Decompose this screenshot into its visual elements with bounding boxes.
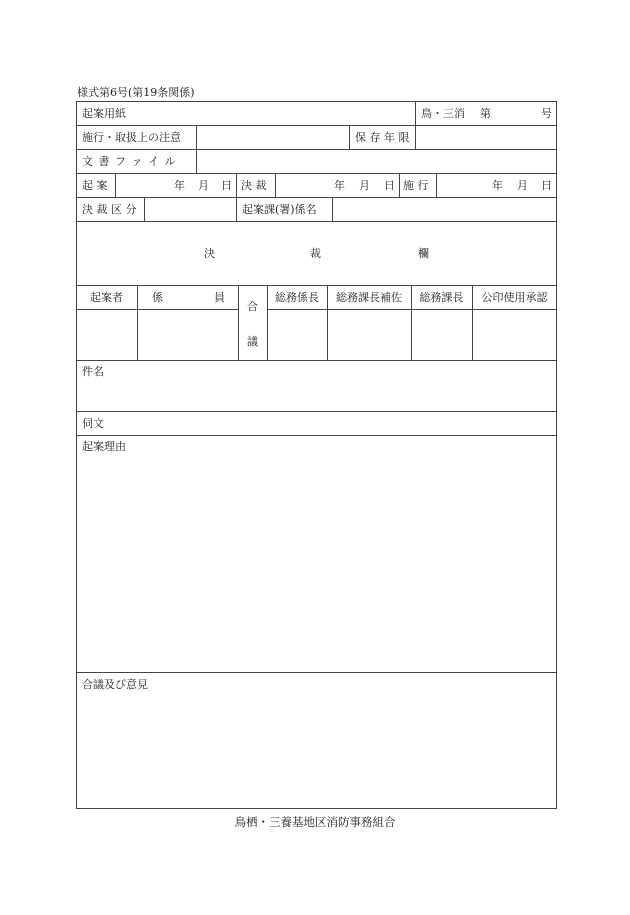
decision-month: 月 bbox=[359, 179, 370, 192]
assistant-manager-header: 総務課長補佐 bbox=[336, 290, 402, 304]
general-affairs-manager-header: 総務課長 bbox=[419, 290, 464, 304]
enforcement-date-label: 施 行 bbox=[403, 179, 429, 192]
kessai-heading-3: 欄 bbox=[418, 247, 429, 260]
subject-label: 件名 bbox=[82, 365, 104, 378]
document-file-label: 文 書 フ ァ イ ル bbox=[82, 155, 177, 168]
enforcement-month: 月 bbox=[517, 179, 528, 192]
decision-day: 日 bbox=[384, 179, 395, 192]
inquiry-label: 伺文 bbox=[82, 417, 104, 430]
organization-name: 鳥栖・三養基地区消防事務組合 bbox=[234, 815, 396, 829]
enforcement-year: 年 bbox=[492, 179, 503, 192]
opinion-label: 合議及び意見 bbox=[82, 678, 148, 691]
decision-category-label: 決 裁 区 分 bbox=[82, 203, 137, 216]
enforcement-day: 日 bbox=[541, 179, 552, 192]
retention-period-label: 保 存 年 限 bbox=[355, 131, 410, 144]
decision-year: 年 bbox=[334, 179, 345, 192]
general-affairs-chief-header: 総務係長 bbox=[275, 290, 319, 304]
kessai-heading-2: 裁 bbox=[310, 247, 321, 260]
reason-label: 起案理由 bbox=[82, 440, 126, 453]
official-seal-approval-header: 公印使用承認 bbox=[481, 290, 548, 304]
decision-date-label: 決 裁 bbox=[241, 179, 267, 192]
form-title: 起案用紙 bbox=[82, 107, 126, 120]
handling-notes-label: 施行・取扱上の注意 bbox=[82, 131, 181, 144]
doc-number-dai: 第 bbox=[480, 107, 491, 120]
drafting-section-label: 起案課(署)係名 bbox=[242, 203, 317, 216]
staff-header-right: 員 bbox=[214, 291, 225, 304]
draft-month: 月 bbox=[198, 179, 209, 192]
staff-header-left: 係 bbox=[152, 291, 163, 304]
draft-year: 年 bbox=[174, 179, 185, 192]
drafter-header: 起案者 bbox=[90, 290, 123, 304]
doc-number-go: 号 bbox=[541, 107, 552, 120]
draft-date-label: 起 案 bbox=[82, 179, 108, 192]
doc-number-prefix: 鳥・三消 bbox=[421, 107, 465, 120]
consultation-header-bottom: 議 bbox=[247, 335, 258, 348]
form-number: 様式第6号(第19条関係) bbox=[77, 86, 195, 99]
draft-day: 日 bbox=[221, 179, 232, 192]
kessai-heading-1: 決 bbox=[204, 247, 215, 260]
consultation-header-top: 合 bbox=[247, 300, 258, 313]
